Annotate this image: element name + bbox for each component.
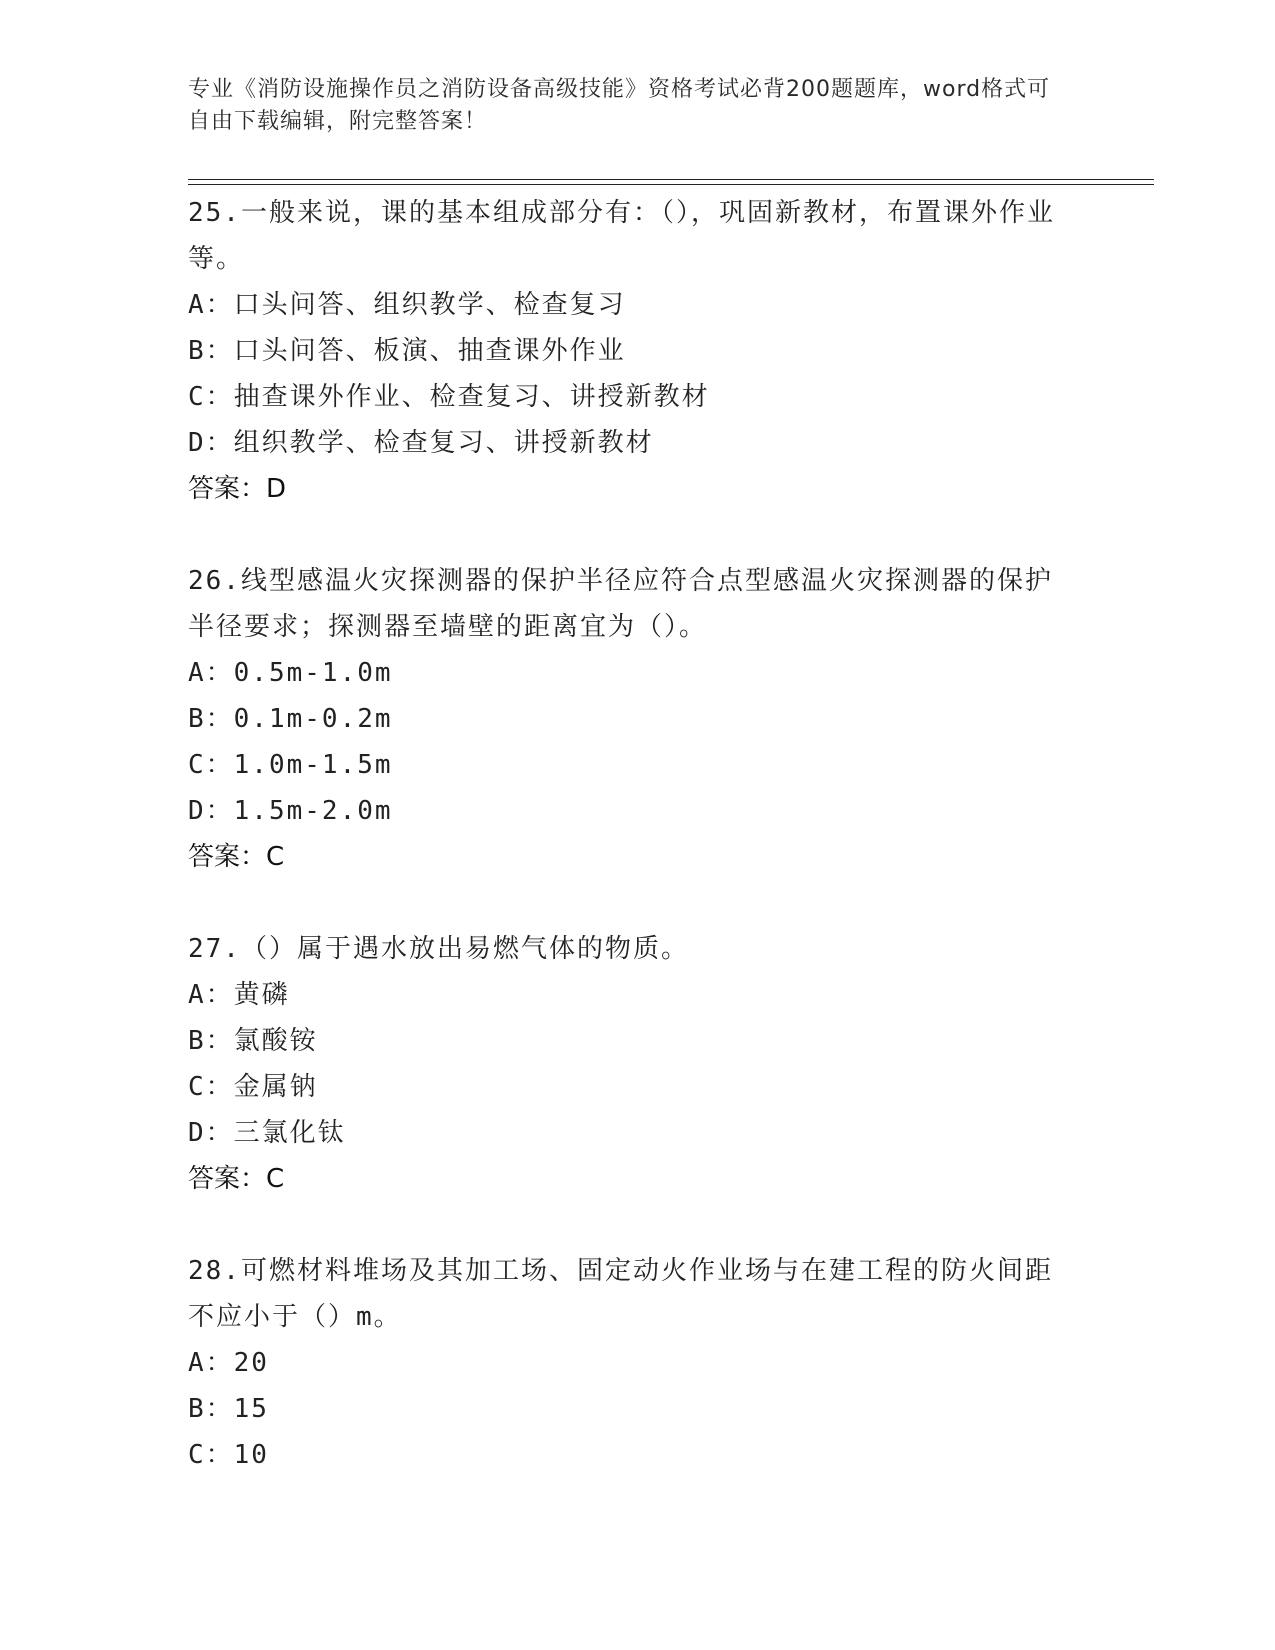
document-header: 专业《消防设施操作员之消防设备高级技能》资格考试必背200题题库，word格式可自由下载编辑，附完整答案！ <box>188 77 1051 134</box>
header-divider-bottom <box>188 184 1154 185</box>
option-a: A：黄磷 <box>188 980 290 1010</box>
option-b: B：口头问答、板演、抽查课外作业 <box>188 336 626 366</box>
question-text: 28.可燃材料堆场及其加工场、固定动火作业场与在建工程的防火间距不应小于（）m。 <box>188 1256 1053 1332</box>
option-b: B：15 <box>188 1394 269 1424</box>
answer: 答案：C <box>188 842 285 872</box>
question-27 <box>188 926 1088 1202</box>
answer: 答案：D <box>188 474 287 504</box>
option-a: A：20 <box>188 1348 269 1378</box>
header-divider-top <box>188 179 1154 180</box>
option-c: C：金属钠 <box>188 1072 318 1102</box>
question-25 <box>188 190 1088 512</box>
option-d: D：1.5m-2.0m <box>188 796 393 826</box>
question-text: 26.线型感温火灾探测器的保护半径应符合点型感温火灾探测器的保护半径要求；探测器至墙壁的距离宜为（）。 <box>188 566 1053 642</box>
option-a: A：口头问答、组织教学、检查复习 <box>188 290 626 320</box>
question-text: 27.（）属于遇水放出易燃气体的物质。 <box>188 934 689 964</box>
option-c: C：抽查课外作业、检查复习、讲授新教材 <box>188 382 710 412</box>
option-d: D：组织教学、检查复习、讲授新教材 <box>188 428 654 458</box>
option-b: B：0.1m-0.2m <box>188 704 393 734</box>
option-c: C：10 <box>188 1440 269 1470</box>
question-list <box>188 190 1088 1524</box>
question-26 <box>188 558 1088 880</box>
option-c: C：1.0m-1.5m <box>188 750 393 780</box>
question-text: 25.一般来说，课的基本组成部分有：（），巩固新教材，布置课外作业等。 <box>188 198 1055 274</box>
option-a: A：0.5m-1.0m <box>188 658 393 688</box>
question-28 <box>188 1248 1088 1478</box>
answer: 答案：C <box>188 1164 285 1194</box>
option-d: D：三氯化钛 <box>188 1118 346 1148</box>
option-b: B：氯酸铵 <box>188 1026 318 1056</box>
